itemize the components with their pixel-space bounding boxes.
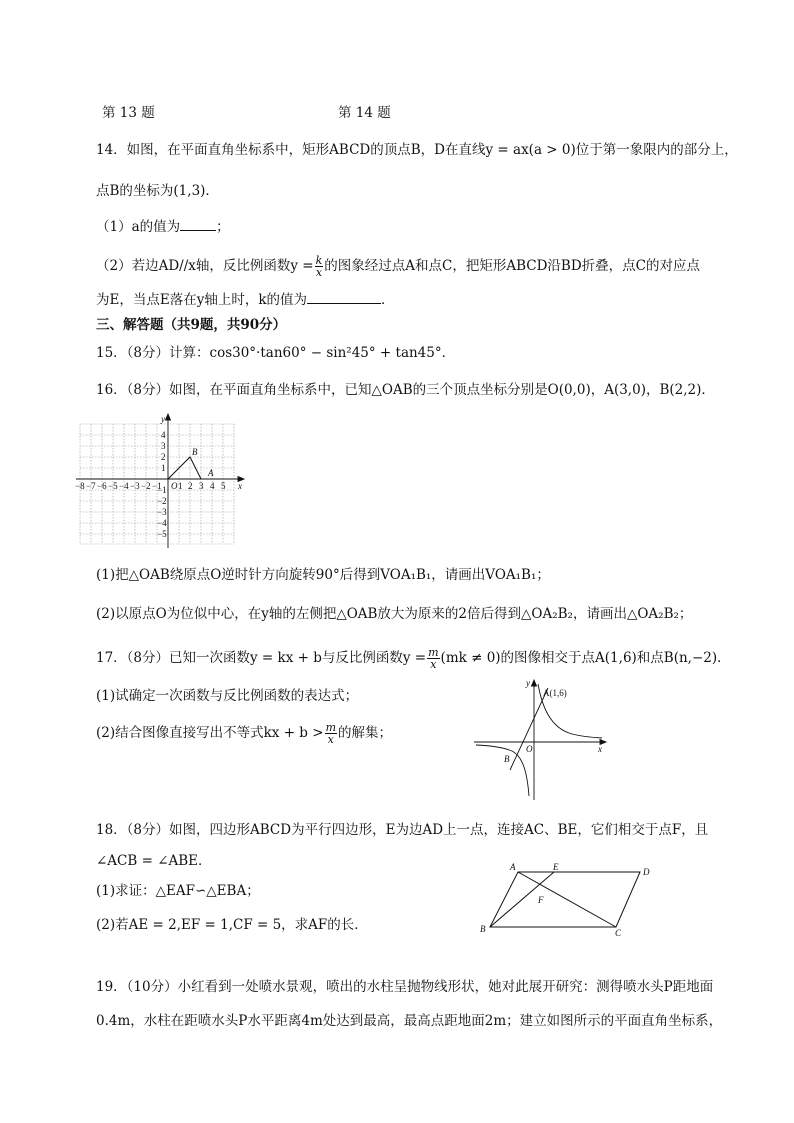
x-tick: 5: [221, 481, 226, 491]
q18-stem: 18．（8分）如图，四边形ABCD为平行四边形，E为边AD上一点，连接AC、BE，它们相交于点F，且: [96, 822, 709, 838]
section-title: 三、解答题（共9题，共90分）: [96, 317, 287, 333]
q16-part1: (1)把△OAB绕原点O逆时针方向旋转90°后得到VOA₁B₁，请画出VOA₁B₁；: [96, 567, 550, 583]
y-axis-label: y: [161, 414, 165, 424]
q14-part2-line2-end: ．: [381, 292, 395, 308]
y-tick: 2: [161, 452, 166, 462]
q16-stem: 16．（8分）如图，在平面直角坐标系中，已知△OAB的三个顶点坐标分别是O(0,0)，A(3,0)，B(2,2)．: [96, 382, 715, 398]
point-a-label: A: [208, 468, 214, 478]
q15-stem: 15．（8分）计算：cos30°·tan60° − sin²45° + tan45°．: [96, 345, 456, 361]
parallelogram-abcd: [490, 872, 640, 927]
q17-stem-text: 17．（8分）已知一次函数y = kx + b与反比例函数y =: [96, 650, 427, 666]
q17-stem: [96, 644, 731, 672]
q14-part2: [96, 253, 700, 279]
point-e-label: E: [553, 862, 559, 872]
q14-part1: [96, 218, 230, 236]
x-tick: 4: [210, 481, 215, 491]
point-a-label: A: [510, 862, 516, 872]
x-tick: −3: [130, 481, 140, 491]
frac-den: x: [327, 733, 334, 746]
frac-num: m: [428, 646, 439, 659]
q19-stem: 19．（10分）小红看到一处喷水景观，喷出的水柱呈抛物线形状，她对此展开研究：测得喷水头P距地面: [96, 979, 714, 995]
q14-part2-line2-text: 为E，当点E落在y轴上时，k的值为: [96, 292, 308, 308]
q17-graph-figure: [472, 676, 612, 804]
frac-den: x: [430, 658, 437, 671]
q14-stem: 14．如图，在平面直角坐标系中，矩形ABCD的顶点B，D在直线y = ax(a > 0)位于第一象限内的部分上，: [96, 142, 738, 158]
answer-blank[interactable]: [180, 218, 216, 231]
x-axis-label: x: [238, 481, 242, 491]
caption-q14: 第 14 题: [338, 105, 391, 121]
q14-part1-end: ；: [216, 219, 230, 235]
answer-blank[interactable]: [307, 291, 381, 304]
x-tick: −5: [108, 481, 118, 491]
q14-part2-line2: [96, 291, 395, 309]
x-tick: −8: [75, 481, 85, 491]
segment-be: [490, 872, 554, 927]
q14-part1-text: （1）a的值为: [96, 219, 181, 235]
q17-part2-text: (2)结合图像直接写出不等式kx + b >: [96, 725, 324, 741]
caption-q13: 第 13 题: [102, 105, 155, 121]
x-tick: 3: [199, 481, 204, 491]
q16-grid-figure: [72, 410, 252, 550]
y-tick: −2: [157, 496, 167, 506]
point-d-label: D: [643, 867, 650, 877]
hyperbola-branch-2: [476, 745, 529, 796]
q14-part2-text-2: 的图象经过点A和点C，把矩形ABCD沿BD折叠，点C的对应点: [324, 258, 701, 274]
q16-part2: (2)以原点O为位似中心，在y轴的左侧把△OAB放大为原来的2倍后得到△OA₂B₂，请画出△OA₂B₂；: [96, 606, 693, 622]
segment-ac: [518, 872, 616, 927]
y-tick: −1: [157, 485, 167, 495]
point-b-label: B: [192, 447, 198, 457]
x-axis-label: x: [598, 744, 602, 754]
linear-function-line: [510, 688, 548, 770]
q18-part2: (2)若AE = 2,EF = 1,CF = 5，求AF的长．: [96, 917, 368, 933]
origin-label: O: [171, 481, 178, 491]
q14-stem-line2: 点B的坐标为(1,3)．: [96, 183, 219, 199]
triangle-oab: [168, 457, 201, 479]
q17-part2-text-2: 的解集；: [338, 725, 392, 741]
q18-stem-line2: ∠ACB = ∠ABE．: [96, 853, 212, 869]
x-tick: −6: [97, 481, 107, 491]
q17-stem-text-2: (mk ≠ 0)的图像相交于点A(1,6)和点B(n,−2)．: [440, 650, 731, 666]
q17-part1: (1)试确定一次函数与反比例函数的表达式；: [96, 688, 359, 704]
y-tick: −5: [157, 529, 167, 539]
y-tick: −3: [157, 507, 167, 517]
x-tick: −7: [86, 481, 96, 491]
x-tick: −1: [152, 481, 162, 491]
point-b-label: B: [504, 754, 510, 764]
y-axis-label: y: [526, 678, 530, 688]
frac-den: x: [315, 266, 323, 279]
y-tick: 4: [161, 430, 166, 440]
frac-num: m: [325, 721, 336, 734]
q17-part2: [96, 720, 392, 746]
origin-label: O: [526, 744, 533, 754]
y-tick: 3: [161, 441, 166, 451]
y-tick: 1: [161, 463, 166, 473]
point-f-label: F: [538, 895, 544, 905]
x-tick: −2: [141, 481, 151, 491]
fraction-m-over-x: [427, 647, 439, 670]
x-tick: 1: [178, 481, 183, 491]
point-a-label: A(1,6): [543, 688, 567, 698]
axes: [474, 680, 606, 800]
fraction-m-over-x: [325, 722, 337, 745]
y-tick: −4: [157, 518, 167, 528]
fraction-k-over-x: [315, 255, 324, 278]
point-b-label: B: [480, 924, 486, 934]
q14-part2-text: （2）若边AD//x轴，反比例函数y =: [96, 258, 314, 274]
point-c-label: C: [615, 928, 622, 938]
frac-num: k: [315, 254, 323, 267]
q18-parallelogram-figure: [474, 858, 660, 940]
x-tick: −4: [119, 481, 129, 491]
q19-stem-line2: 0.4m，水柱在距喷水头P水平距离4m处达到最高，最高点距地面2m；建立如图所示的平面直角坐标系，: [96, 1013, 723, 1029]
x-tick: 2: [188, 481, 193, 491]
q18-part1: (1)求证：△EAF∽△EBA；: [96, 883, 260, 899]
